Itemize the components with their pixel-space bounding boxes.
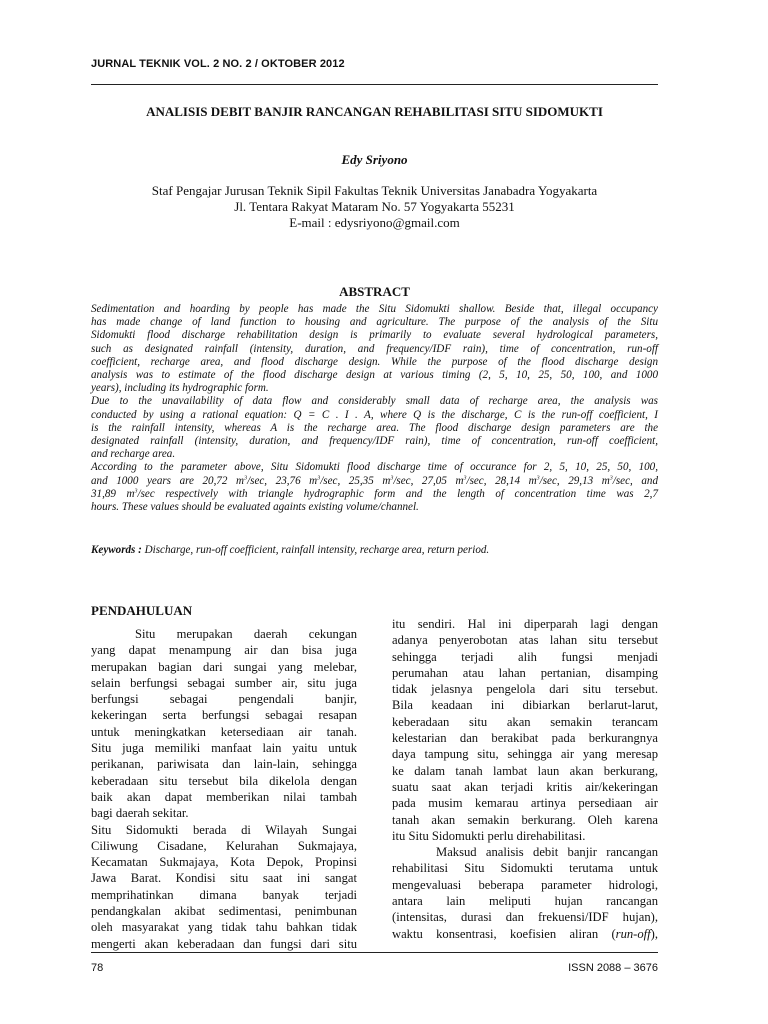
- body-line: itu sendiri. Hal ini diperparah lagi dengan: [392, 617, 658, 631]
- abstract-paragraph-3: [91, 461, 658, 514]
- body-line: kekeringan serta berfungsi sebagai resapan: [91, 708, 357, 723]
- body-line: perikanan, pariwisata dan lain-lain, sehingga: [91, 757, 357, 772]
- body-line: daya tampung situ, sehingga air yang meresap: [392, 747, 658, 762]
- abstract-heading: ABSTRACT: [339, 284, 410, 299]
- body-line: pada musim kemarau artinya persediaan air: [392, 796, 658, 811]
- body-line: kelestarian dan berakibat pada berkurangnya: [392, 731, 658, 746]
- body-line: yang dapat menampung air dan bisa juga: [91, 643, 357, 658]
- body-line: waktu konsentrasi, koefisien aliran (run-off),: [392, 926, 658, 941]
- run-off-term: run-off: [615, 926, 651, 941]
- body-line: keberadaan situ akan semakin terancam: [392, 714, 658, 729]
- keywords: [91, 544, 658, 556]
- header-divider: [91, 84, 658, 85]
- body-line: adanya penyerobotan atas lahan situ tersebut: [392, 633, 658, 648]
- body-line: selain berfungsi sebagai sumber air, situ juga: [91, 675, 357, 690]
- abstract-line: years), including its hydrographic form.: [91, 382, 269, 395]
- body-line: Situ merupakan daerah cekungan: [135, 627, 357, 641]
- abstract-paragraph-2: [91, 395, 658, 461]
- body-line: itu Situ Sidomukti perlu direhabilitasi.: [392, 828, 586, 843]
- body-line: memprihatinkan dimana banyak terjadi: [91, 887, 357, 902]
- body-column-left: [91, 626, 357, 952]
- abstract-line: coefficient, recharge area, and flood discharge design. While the purpose of the flood discharge design: [91, 355, 658, 368]
- page-number: 78: [91, 962, 104, 974]
- body-line: baik akan dapat memberikan nilai tambah: [91, 789, 357, 804]
- body-line: rehabilitasi Situ Sidomukti terutama untuk: [392, 861, 658, 876]
- abstract-line: According to the parameter above, Situ Sidomukti flood discharge time of occurance for 2, 5, 10, 25, 50, 100,: [91, 461, 658, 474]
- article-title: ANALISIS DEBIT BANJIR RANCANGAN REHABILITASI SITU SIDOMUKTI: [146, 104, 603, 119]
- address-line: Jl. Tentara Rakyat Mataram No. 57 Yogyakarta 55231: [234, 199, 515, 214]
- body-line: Ciliwung Cisadane, Kelurahan Sukmajaya,: [91, 838, 357, 853]
- body-line: merupakan bagian dari sungai yang melebar,: [91, 659, 357, 674]
- abstract-line: hours. These values should be evaluated againts existing volume/channel.: [91, 501, 419, 514]
- abstract-line-units: and 1000 years are 20,72 $m^3/\sec$, 23,76 $m^3/\sec$, 25,35 $m^3/\sec$, 27,05 $m^3/\sec$, 28,14 $m^3/\sec$, 29,13 $m^3/\sec$, and: [91, 474, 658, 487]
- abstract-paragraph-1: [91, 303, 658, 395]
- abstract-line: Sidomukti flood discharge rehabilitation design is primarily to evaluate several hydrological parameters,: [91, 329, 658, 342]
- body-line: antara lain meliputi hujan rancangan: [392, 894, 658, 909]
- body-line: perumahan atau lahan pertanian, disamping: [392, 665, 658, 680]
- footer-divider: [91, 952, 658, 953]
- body-line: bagi daerah sekitar.: [91, 806, 189, 821]
- body-line: untuk meningkatkan ketersediaan air tanah.: [91, 724, 357, 739]
- abstract-line: is the rainfall intensity, whereas A is the recharge area. The flood discharge design parameters are the: [91, 421, 658, 434]
- body-line: Situ Sidomukti berada di Wilayah Sungai: [91, 822, 357, 837]
- abstract-body: [91, 303, 658, 514]
- author-name: Edy Sriyono: [341, 152, 408, 167]
- body-line: keberadaan situ tersebut bila dikelola dengan: [91, 773, 357, 788]
- email-line: E-mail : edysriyono@gmail.com: [289, 215, 460, 230]
- body-line: berfungsi sebagai pengendali banjir,: [91, 692, 357, 707]
- body-line: Jawa Barat. Kondisi situ saat ini sangat: [91, 871, 357, 886]
- abstract-line: has made change of land function to housing and agriculture. The purpose of the analysis of the Situ: [91, 316, 658, 329]
- abstract-line: Sedimentation and hoarding by people has made the Situ Sidomukti shallow. Beside that, illegal occupancy: [91, 303, 658, 315]
- body-line: pendangkalan akibat sedimentasi, penimbunan: [91, 904, 357, 919]
- keywords-label: Keywords :: [91, 544, 142, 556]
- body-line: tidak jelasnya pengelola dari situ tersebut.: [392, 682, 658, 697]
- body-line: Maksud analisis debit banjir rancangan: [436, 845, 658, 860]
- keywords-text: Discharge, run-off coefficient, rainfall intensity, recharge area, return period.: [141, 544, 490, 556]
- body-line: oleh masyarakat yang tidak tahu bahkan tidak: [91, 920, 357, 935]
- abstract-line: Due to the unavailability of data flow and considerably small data of recharge area, the analysis was: [91, 395, 658, 408]
- body-line: Kecamatan Sukmajaya, Kota Depok, Propinsi: [91, 855, 357, 870]
- body-column-right: [392, 616, 658, 942]
- abstract-line: conducted by using a rational equation: Q = C . I . A, where Q is the discharge, C is the run-off coefficient, I: [91, 408, 658, 421]
- body-line: sehingga terjadi alih fungsi menjadi: [392, 649, 658, 664]
- abstract-line: designated rainfall (intensity, duration, and frequency/IDF rain), time of concentration, run-off coefficient,: [91, 435, 658, 448]
- body-line: tanah akan semakin berkurang. Oleh karena: [392, 812, 658, 827]
- body-line: suatu saat akan terjadi kritis air/kekeringan: [392, 779, 658, 794]
- body-line: (intensitas, durasi dan frekuensi/IDF hujan),: [392, 910, 658, 925]
- abstract-line-units: 31,89 $m^3/\sec$ respectively with triangle hydrographic form and the length of concentration time was 2,7: [91, 487, 658, 500]
- abstract-line: and recharge area.: [91, 448, 176, 461]
- body-line: Bila keadaan ini dibiarkan berlarut-larut,: [392, 698, 658, 713]
- abstract-line: such as designated rainfall (intensity, duration, and frequency/IDF rain), time of concentration, run-off: [91, 342, 658, 355]
- affiliation-line: Staf Pengajar Jurusan Teknik Sipil Fakultas Teknik Universitas Janabadra Yogyakarta: [151, 183, 598, 198]
- issn: ISSN 2088 – 3676: [568, 962, 658, 974]
- body-line: mengerti akan keberadaan dan fungsi dari situ: [91, 936, 357, 951]
- body-line: ke dalam tanah lambat laun akan berkurang,: [392, 763, 658, 778]
- body-line: Situ juga memiliki manfaat lain yaitu untuk: [91, 741, 357, 756]
- abstract-line: analysis was to estimate of the flood discharge design at various timing (2, 5, 10, 25, 50, 100, and 1000: [91, 369, 658, 382]
- section-heading: PENDAHULUAN: [91, 603, 193, 618]
- body-line: mengevaluasi beberapa parameter hidrologi,: [392, 877, 658, 892]
- journal-header: JURNAL TEKNIK VOL. 2 NO. 2 / OKTOBER 2012: [91, 58, 345, 70]
